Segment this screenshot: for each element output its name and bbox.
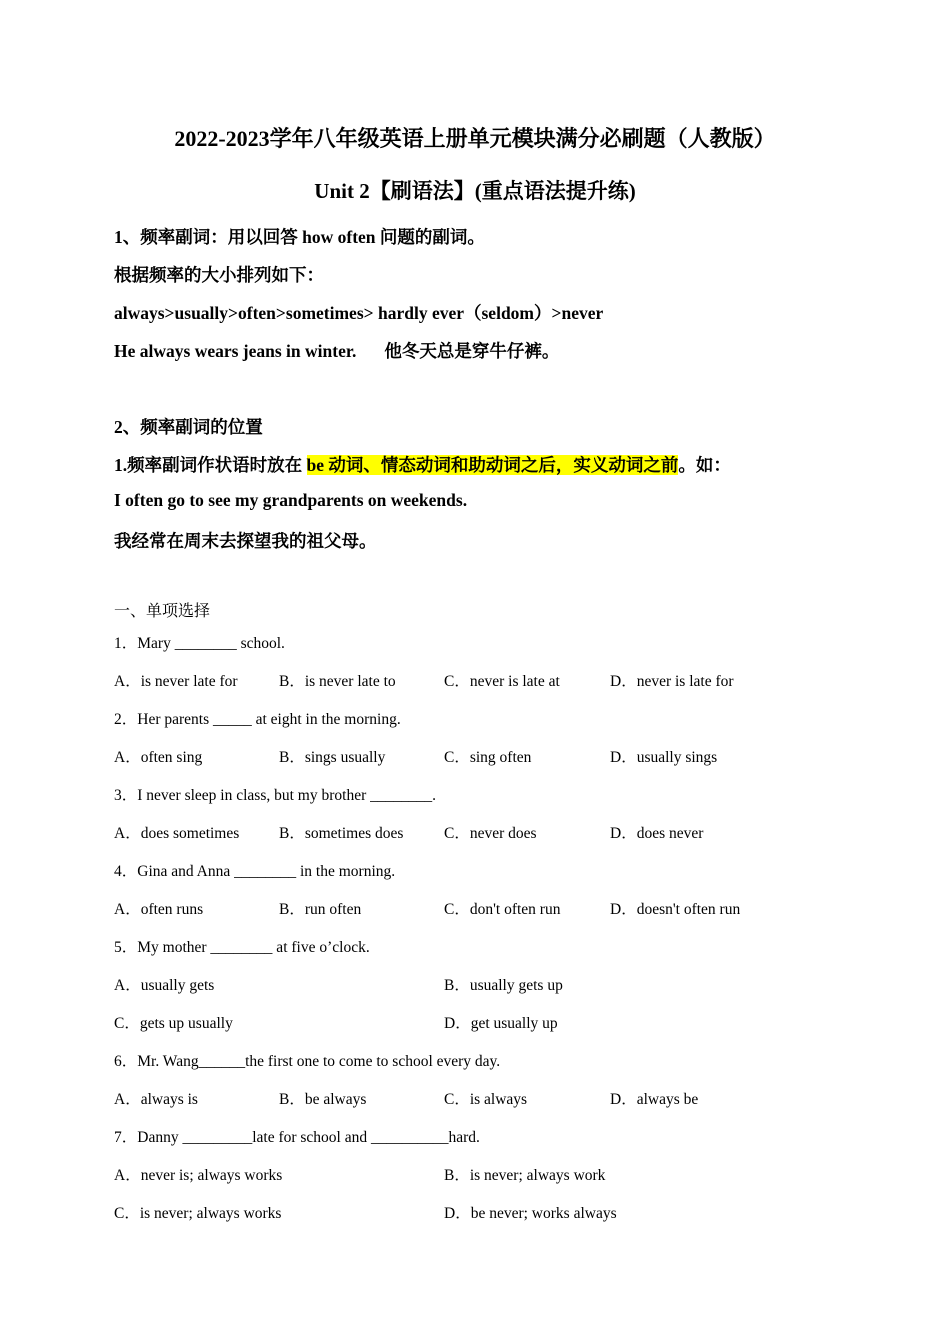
question-option: D．be never; works always: [444, 1205, 617, 1222]
question-option: C．don't often run: [444, 901, 561, 918]
question-stem: 1．Mary ________ school.: [114, 635, 285, 652]
question-option: A．usually gets: [114, 977, 215, 994]
question-option: C．is always: [444, 1091, 528, 1108]
question-option: B．run often: [279, 901, 362, 918]
question-stem: 6．Mr. Wang______the first one to come to school every day.: [114, 1053, 501, 1070]
question-stem: 2．Her parents _____ at eight in the morning.: [114, 711, 401, 728]
position-rule-after: 。如：: [678, 455, 731, 475]
question-option: D．always be: [610, 1091, 699, 1108]
document-subtitle: Unit 2【刷语法】(重点语法提升练): [314, 179, 636, 203]
question-option: D．doesn't often run: [610, 901, 741, 918]
question-option: A．always is: [114, 1091, 198, 1108]
question-option: C．never is late at: [444, 673, 560, 690]
frequency-order-intro: 根据频率的大小排列如下：: [114, 265, 324, 285]
question-option: B．be always: [279, 1091, 367, 1108]
question-option: A．is never late for: [114, 673, 238, 690]
question-stem: 3．I never sleep in class, but my brother ________.: [114, 787, 436, 804]
question-option: A．often sing: [114, 749, 203, 766]
question-option: C．is never; always works: [114, 1205, 282, 1222]
position-rule-before: 1.频率副词作状语时放在: [114, 455, 307, 475]
question-option: D．does never: [610, 825, 704, 842]
question-option: B．is never late to: [279, 673, 396, 690]
question-option: A．never is; always works: [114, 1167, 283, 1184]
example-sentence-1-en: He always wears jeans in winter.: [114, 341, 357, 361]
frequency-order: always>usually>often>sometimes> hardly ever（seldom）>never: [114, 303, 604, 323]
question-option: B．sometimes does: [279, 825, 404, 842]
example-sentence-1-cn: 他冬天总是穿牛仔裤。: [384, 341, 560, 361]
grammar-point-1-heading: 1、频率副词：用以回答 how often 问题的副词。: [114, 227, 485, 247]
question-stem: 7．Danny _________late for school and __________hard.: [114, 1129, 480, 1146]
question-option: D．usually sings: [610, 749, 718, 766]
question-option: D．get usually up: [444, 1015, 558, 1032]
grammar-point-2-heading: 2、频率副词的位置: [114, 417, 263, 437]
question-option: D．never is late for: [610, 673, 734, 690]
question-option: A．does sometimes: [114, 825, 240, 842]
question-option: C．never does: [444, 825, 537, 842]
question-option: B．usually gets up: [444, 977, 563, 994]
question-stem: 4．Gina and Anna ________ in the morning.: [114, 863, 396, 880]
question-stem: 5．My mother ________ at five o’clock.: [114, 939, 370, 956]
document-title: 2022-2023学年八年级英语上册单元模块满分必刷题（人教版）: [174, 126, 776, 151]
question-option: B．sings usually: [279, 749, 386, 766]
question-option: C．sing often: [444, 749, 532, 766]
question-option: C．gets up usually: [114, 1015, 233, 1032]
position-rule: [114, 452, 731, 477]
position-rule-highlight: be 动词、情态动词和助动词之后，实义动词之前: [306, 455, 679, 475]
example-sentence-2-en: I often go to see my grandparents on weekends.: [114, 490, 468, 510]
section-heading-single-choice: 一、单项选择: [114, 603, 211, 620]
example-sentence-2-cn: 我经常在周末去探望我的祖父母。: [114, 531, 377, 551]
example-sentence-1: [114, 338, 559, 363]
question-option: A．often runs: [114, 901, 204, 918]
question-option: B．is never; always work: [444, 1167, 606, 1184]
